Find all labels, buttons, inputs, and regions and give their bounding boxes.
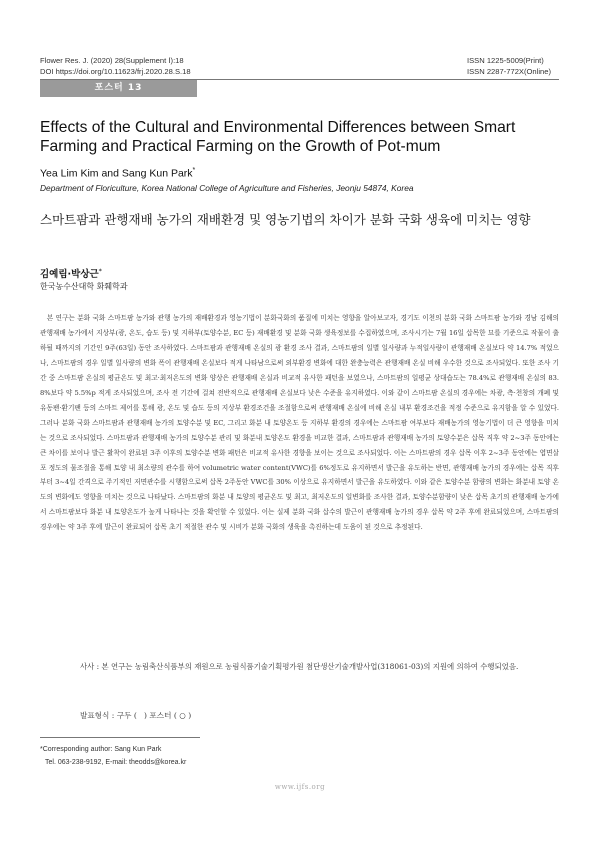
authors-english xyxy=(40,167,195,180)
title-english: Effects of the Cultural and Environmental Differences between Smart Farming and Practical Farming on the Growth of Pot-mum xyxy=(40,119,516,155)
corresponding-mark-korean: * xyxy=(98,266,102,275)
authors-korean-names: 김예림·박상근 xyxy=(40,269,99,280)
issn-online: ISSN 2287-772X(Online) xyxy=(467,67,551,76)
doi-link[interactable]: DOI https://doi.org/10.11623/frj.2020.28.S.18 xyxy=(40,67,191,76)
authors-korean xyxy=(40,266,102,280)
acknowledgement: 사사 : 본 연구는 농림축산식품부의 재원으로 농림식품기술기획평가원 첨단생산기술개발사업(318061-03)의 지원에 의하여 수행되었음. xyxy=(80,662,519,671)
issn-print: ISSN 1225-5009(Print) xyxy=(467,56,544,65)
corresponding-author: *Corresponding author: Sang Kun Park xyxy=(40,746,162,753)
affiliation-english: Department of Floriculture, Korea National College of Agriculture and Fisheries, Jeonju 54874, Korea xyxy=(40,183,414,193)
journal-citation: Flower Res. J. (2020) 28(Supplement Ⅰ):18 xyxy=(40,56,184,65)
journal-header-left xyxy=(40,55,191,77)
footnote-divider xyxy=(40,737,200,738)
corresponding-mark: * xyxy=(192,167,196,174)
title-korean: 스마트팜과 관행재배 농가의 재배환경 및 영농기법의 차이가 분화 국화 생육에 미치는 영향 xyxy=(40,212,531,227)
footnote xyxy=(40,743,186,769)
presentation-format: 발표형식 : 구두 ( ) 포스터 ( ○ ) xyxy=(80,711,192,720)
abstract-text: 본 연구는 분화 국화 스마트팜 농가와 관행 농가의 재배환경과 영농기법이 분화국화의 품질에 미치는 영향을 알아보고자, 경기도 이천의 분화 국화 스마트팜 농가와 경남 김해의 관행재배 농가에서 지상부(광, 온도, 습도 등) 및 지하부(토양수분, EC 등) 재배환경 및 분화 국화 생육정보를 수집하였으며, 조사시기는 7월 16일 삽목한 묘를 기준으로 작물이 출하될 때까지의 기간인 9주(63일) 동안 조사하였다. 스마트팜과 관행재배 온실의 광 환경 조사 결과, 스마트팜의 일별 일사량과 누적일사량이 관행재배 온실보다 약 14.7% 적었으나, 스마트팜의 경우 일별 일사량의 변화 폭이 관행재배 온실보다 적게 나타남으로써 외부환경 변화에 대한 완충능력은 관행재배 온실 비해 우수한 것으로 조사되었다. 또한 조사 기간 중 스마트팜 온실의 평균온도 및 최고·최저온도의 변화 양상은 관행재배 온실과 비교적 유사한 패턴을 보였으나, 스마트팜의 일평균 상대습도는 78.4%로 관행재배 온실의 83.8%보다 약 5.5%p 적게 조사되었으며, 조사 전 기간에 걸쳐 전반적으로 관행재배 온실보다 낮은 수준을 유지하였다. 이와 같이 스마트팜 온실의 경우에는 차광, 측·천창의 개폐 및 유동팬·환기팬 등의 스마트 제어를 통해 광, 온도 및 습도 등의 지상부 환경조건을 조절함으로써 관행재배 온실에 비해 온실 내부 환경조건을 적정 수준으로 유지함을 알 수 있었다. 그러나 분화 국화 스마트팜과 관행재배 농가의 토양수분 및 EC, 그리고 화분 내 토양온도 등 지하부 환경의 경우에는 스마트팜 여부보다 재배농가의 영농기법이 더 큰 영향을 미치는 것으로 조사되었다. 스마트팜과 관행재배 농가의 토양수분 관리 및 화분내 토양온도 환경을 비교한 결과, 스마트팜과 관행재배 농가의 토양수분은 삽목 직후 약 2~3주 동안에는 큰 차이를 보이나 발근 활착이 완료된 3주 이후의 토양수분 변화 패턴은 비교적 유사한 경향을 보이는 것으로 조사되었다. 이는 스마트팜의 경우 삽목 이후 2~3주 동안에는 엽면살포 정도의 물조절을 통해 토양 내 최소량의 관수를 하여 volumetric water content(VWC)를 6%정도로 유지하면서 발근을 유도하는 반면, 관행재배 농가의 경우에는 삽목 직후부터 3~4일 간격으로 주기적인 저면관수를 시행함으로써 삽목 2주동안 VWC를 30% 이상으로 유지하면서 발근을 유도하였다. 이와 같은 토양수분 함량의 변화는 화분내 토양 온도의 변화에도 영향을 미치는 것으로 나타났다. 스마트팜의 화분 내 토양의 평균온도 및 최고, 최저온도의 일변화를 조사한 결과, 토양수분함량이 낮은 삽목 초기의 관행재배 농가에서 스마트팜보다 화분 내 토양온도가 높게 나타나는 것을 확인할 수 있었다. 이는 실제 분화 국화 삽수의 발근이 관행재배 농가의 경우 삽목 약 2주 후에 완료되었으며, 스마트팜의 경우에는 약 3주 후에 발근이 완료되어 삽목 초기 적절한 관수 및 시비가 분화 국화의 생육을 촉진하는데 도움이 된 것으로 추정된다. xyxy=(40,314,559,532)
journal-header-right xyxy=(467,55,551,77)
contact-info: Tel. 063-238-9192, E-mail: theodds@korea.kr xyxy=(45,759,187,766)
poster-tag: 포스터 13 xyxy=(40,80,197,97)
affiliation-korean: 한국농수산대학 화훼학과 xyxy=(40,282,128,291)
authors-english-names: Yea Lim Kim and Sang Kun Park xyxy=(40,167,193,180)
website-footer[interactable]: www.ijfs.org xyxy=(274,783,326,791)
